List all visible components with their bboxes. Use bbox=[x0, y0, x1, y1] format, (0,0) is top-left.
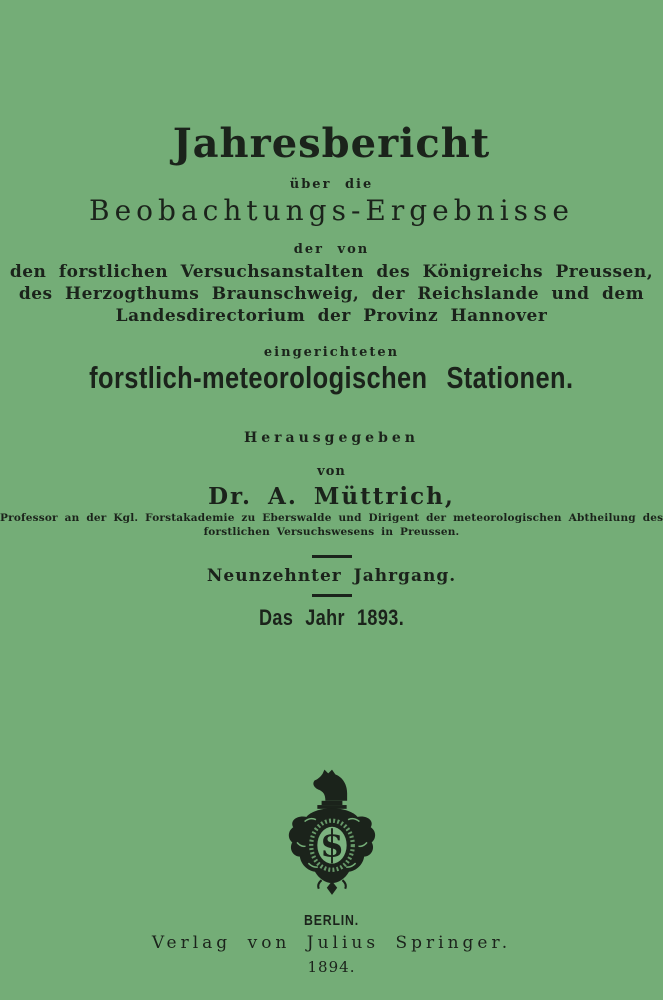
divider-rule bbox=[312, 555, 352, 558]
connector-der-von: der von bbox=[293, 242, 370, 257]
by-label: von bbox=[317, 464, 346, 479]
year-title bbox=[0, 605, 663, 631]
springer-horse-emblem bbox=[280, 766, 384, 898]
editor-title-line: forstlichen Versuchswesens in Preussen. bbox=[203, 525, 460, 538]
editor-titles bbox=[0, 512, 663, 539]
publisher-emblem-icon bbox=[280, 766, 384, 898]
institutions-paragraph bbox=[0, 261, 663, 327]
subject-title bbox=[0, 360, 663, 396]
institutions-line: den forstlichen Versuchsanstalten des Königreichs Preussen, bbox=[9, 262, 654, 282]
editor-title-line: Professor an der Kgl. Forstakademie zu Eberswalde und Dirigent der meteorologischen Abtheilung des bbox=[0, 512, 663, 524]
connector-ueber-die: über die bbox=[289, 177, 374, 192]
publisher-city-text: BERLIN. bbox=[304, 912, 359, 929]
page-title: Jahresbericht bbox=[172, 120, 491, 167]
publisher-name: Verlag von Julius Springer. bbox=[151, 933, 512, 953]
connector-eingerichteten: eingerichteten bbox=[263, 345, 400, 360]
publication-year: 1894. bbox=[307, 958, 356, 976]
institutions-line: Landesdirectorium der Provinz Hannover bbox=[115, 306, 548, 326]
editor-name: Dr. A. Müttrich, bbox=[208, 483, 455, 510]
subtitle: Beobachtungs-Ergebnisse bbox=[89, 194, 574, 227]
subject-title-text: forstlich-meteorologischen Stationen. bbox=[89, 360, 574, 395]
volume-label: Neunzehnter Jahrgang. bbox=[206, 566, 457, 586]
institutions-line: des Herzogthums Braunschweig, der Reichslande und dem bbox=[18, 284, 645, 304]
divider-rule bbox=[312, 594, 352, 597]
emblem-monogram: S bbox=[320, 829, 343, 865]
publisher-city bbox=[0, 912, 663, 929]
year-title-text: Das Jahr 1893. bbox=[258, 605, 405, 630]
published-label: Herausgegeben bbox=[244, 430, 419, 446]
